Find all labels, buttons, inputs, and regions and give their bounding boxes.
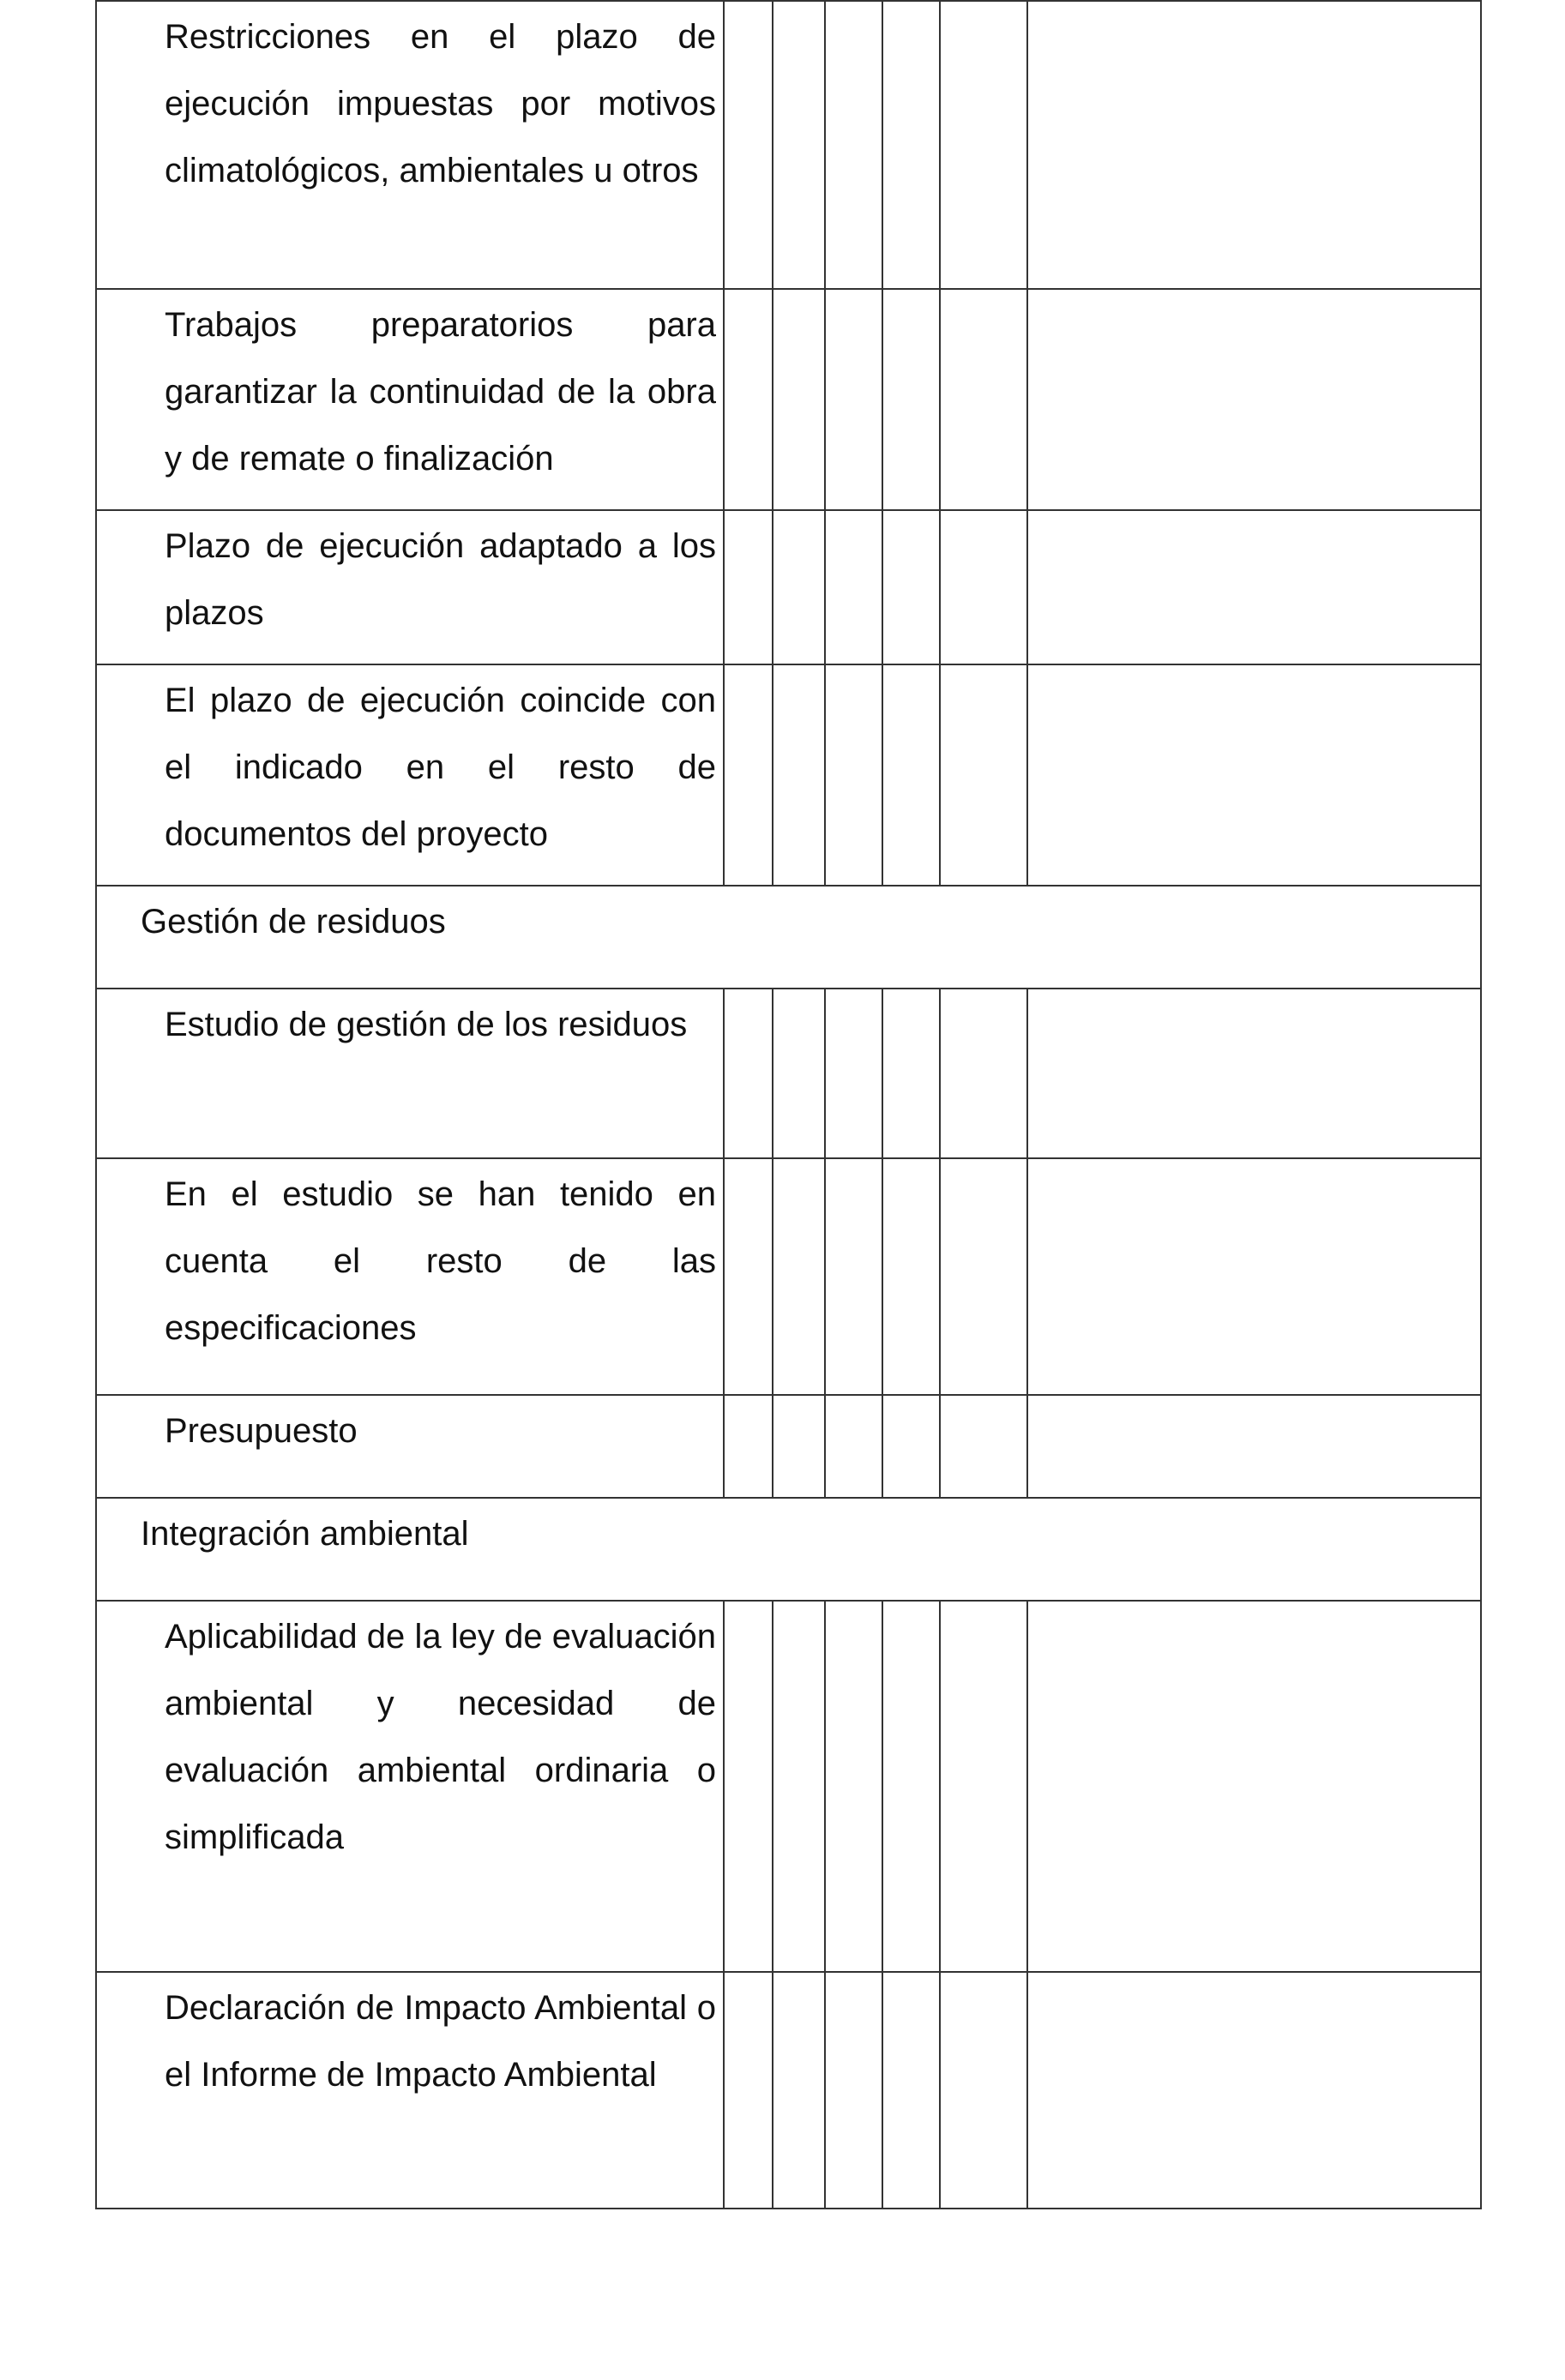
checklist-row	[96, 1395, 1481, 1498]
criterion-label: Declaración de Impacto Ambiental o el Informe de Impacto Ambiental	[96, 1972, 724, 2209]
observations-cell[interactable]	[1027, 1601, 1481, 1972]
check-cell[interactable]	[825, 1972, 882, 2209]
check-cell[interactable]	[773, 1, 825, 289]
check-cell[interactable]	[940, 989, 1027, 1158]
section-heading: Integración ambiental	[96, 1498, 1481, 1601]
check-cell[interactable]	[825, 289, 882, 510]
check-cell[interactable]	[882, 989, 940, 1158]
section-row	[96, 1498, 1481, 1601]
check-cell[interactable]	[940, 1158, 1027, 1395]
criterion-label: Plazo de ejecución adaptado a los plazos	[96, 510, 724, 664]
check-cell[interactable]	[773, 1972, 825, 2209]
check-cell[interactable]	[773, 989, 825, 1158]
criterion-label: Restricciones en el plazo de ejecución impuestas por motivos climatológicos, ambientales u otros	[96, 1, 724, 289]
check-cell[interactable]	[882, 289, 940, 510]
check-cell[interactable]	[773, 1601, 825, 1972]
check-cell[interactable]	[825, 664, 882, 886]
check-cell[interactable]	[825, 510, 882, 664]
checklist-table	[95, 0, 1482, 2209]
check-cell[interactable]	[724, 664, 773, 886]
observations-cell[interactable]	[1027, 664, 1481, 886]
check-cell[interactable]	[724, 989, 773, 1158]
check-cell[interactable]	[825, 1, 882, 289]
check-cell[interactable]	[773, 1158, 825, 1395]
observations-cell[interactable]	[1027, 1972, 1481, 2209]
observations-cell[interactable]	[1027, 989, 1481, 1158]
check-cell[interactable]	[940, 1, 1027, 289]
check-cell[interactable]	[825, 989, 882, 1158]
check-cell[interactable]	[773, 1395, 825, 1498]
criterion-label: En el estudio se han tenido en cuenta el resto de las especificaciones	[96, 1158, 724, 1395]
observations-cell[interactable]	[1027, 289, 1481, 510]
check-cell[interactable]	[724, 1158, 773, 1395]
criterion-label: Presupuesto	[96, 1395, 724, 1498]
check-cell[interactable]	[882, 1158, 940, 1395]
section-heading: Gestión de residuos	[96, 886, 1481, 989]
observations-cell[interactable]	[1027, 1158, 1481, 1395]
check-cell[interactable]	[773, 664, 825, 886]
criterion-label: Trabajos preparatorios para garantizar la continuidad de la obra y de remate o finalización	[96, 289, 724, 510]
check-cell[interactable]	[940, 1601, 1027, 1972]
check-cell[interactable]	[825, 1601, 882, 1972]
section-row	[96, 886, 1481, 989]
checklist-row	[96, 989, 1481, 1158]
checklist-row	[96, 1972, 1481, 2209]
criterion-label: Aplicabilidad de la ley de evaluación ambiental y necesidad de evaluación ambiental ordinaria o simplificada	[96, 1601, 724, 1972]
check-cell[interactable]	[724, 289, 773, 510]
observations-cell[interactable]	[1027, 1395, 1481, 1498]
check-cell[interactable]	[825, 1158, 882, 1395]
check-cell[interactable]	[773, 510, 825, 664]
check-cell[interactable]	[724, 1972, 773, 2209]
checklist-row	[96, 1, 1481, 289]
observations-cell[interactable]	[1027, 1, 1481, 289]
check-cell[interactable]	[882, 510, 940, 664]
check-cell[interactable]	[882, 1395, 940, 1498]
check-cell[interactable]	[882, 1601, 940, 1972]
check-cell[interactable]	[724, 1, 773, 289]
check-cell[interactable]	[882, 664, 940, 886]
check-cell[interactable]	[940, 1395, 1027, 1498]
observations-cell[interactable]	[1027, 510, 1481, 664]
criterion-label: Estudio de gestión de los residuos	[96, 989, 724, 1158]
check-cell[interactable]	[724, 510, 773, 664]
checklist-row	[96, 664, 1481, 886]
check-cell[interactable]	[940, 510, 1027, 664]
criterion-label: El plazo de ejecución coincide con el indicado en el resto de documentos del proyecto	[96, 664, 724, 886]
check-cell[interactable]	[882, 1, 940, 289]
check-cell[interactable]	[940, 1972, 1027, 2209]
check-cell[interactable]	[724, 1601, 773, 1972]
check-cell[interactable]	[773, 289, 825, 510]
checklist-row	[96, 1158, 1481, 1395]
checklist-row	[96, 289, 1481, 510]
checklist-row	[96, 510, 1481, 664]
check-cell[interactable]	[940, 664, 1027, 886]
check-cell[interactable]	[940, 289, 1027, 510]
check-cell[interactable]	[724, 1395, 773, 1498]
check-cell[interactable]	[882, 1972, 940, 2209]
check-cell[interactable]	[825, 1395, 882, 1498]
checklist-row	[96, 1601, 1481, 1972]
